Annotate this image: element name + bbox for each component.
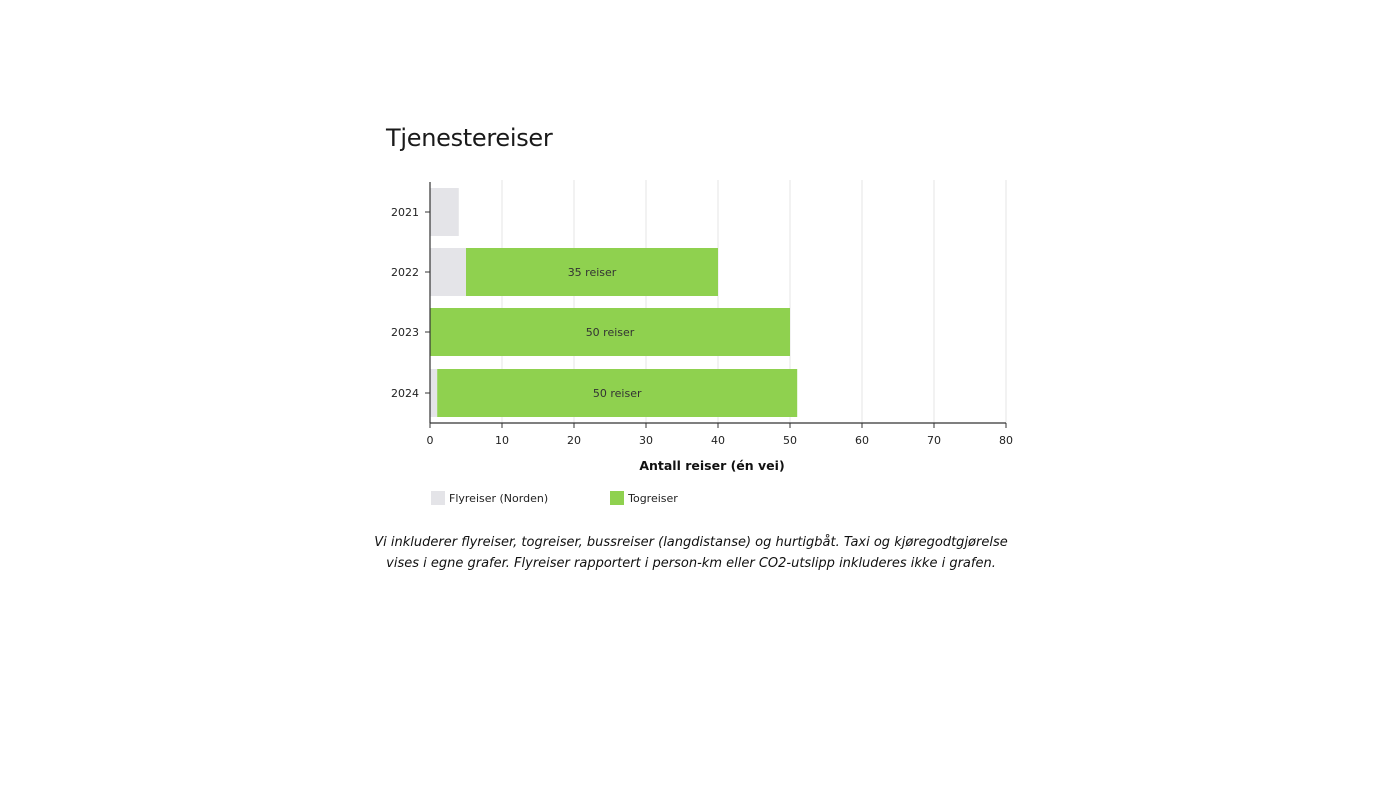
legend-item-flyreiser (431, 491, 548, 505)
x-tick-label-10: 10 (495, 434, 509, 447)
caption-line-1: Vi inkluderer flyreiser, togreiser, bussreiser (langdistanse) og hurtigbåt. Taxi og kjøregodtgjørelse (374, 535, 1008, 550)
x-tick-label-60: 60 (855, 434, 869, 447)
x-tick-label-50: 50 (783, 434, 797, 447)
data-label-2023: 50 reiser (585, 326, 635, 339)
x-tick-label-20: 20 (567, 434, 581, 447)
x-tick-label-70: 70 (927, 434, 941, 447)
legend-label-togreiser: Togreiser (628, 491, 678, 505)
legend-item-togreiser (610, 491, 678, 505)
bar-2021-flyreiser (430, 188, 459, 236)
y-tick-label-2022: 2022 (391, 266, 419, 279)
data-label-2022: 35 reiser (567, 266, 617, 279)
y-tick-label-2023: 2023 (391, 326, 419, 339)
chart-caption (370, 532, 1012, 574)
legend-swatch-togreiser (610, 491, 624, 505)
y-tick-label-2024: 2024 (391, 387, 419, 400)
data-label-2024: 50 reiser (592, 387, 642, 400)
x-tick-label-80: 80 (999, 434, 1013, 447)
x-tick-label-0: 0 (426, 434, 434, 447)
legend-swatch-flyreiser (431, 491, 445, 505)
caption-line-2: vises i egne grafer. Flyreiser rapportert i person-km eller CO2-utslipp inkluderes ikke i grafen. (386, 556, 996, 571)
y-tick-label-2021: 2021 (391, 206, 419, 219)
legend-label-flyreiser: Flyreiser (Norden) (449, 491, 549, 505)
bar-2024-flyreiser (430, 369, 437, 417)
chart-title: Tjenestereiser (386, 124, 553, 152)
x-axis-title: Antall reiser (én vei) (639, 458, 785, 473)
bar-2022-flyreiser (430, 248, 466, 296)
x-tick-label-30: 30 (639, 434, 653, 447)
legend (431, 491, 678, 505)
x-tick-label-40: 40 (711, 434, 725, 447)
